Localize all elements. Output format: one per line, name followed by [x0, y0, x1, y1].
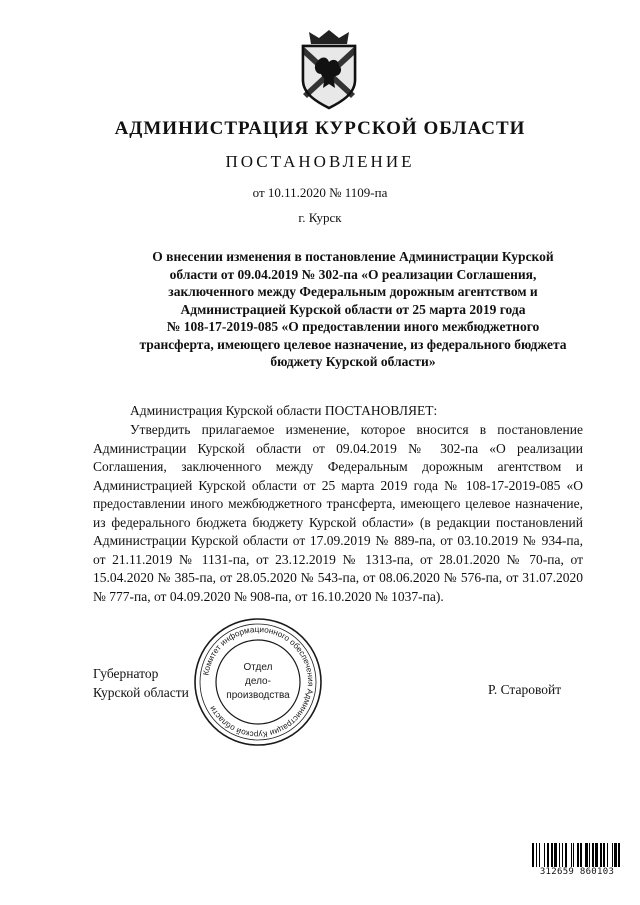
office-stamp — [192, 616, 324, 748]
stamp-outer-text: Комитет информационного обеспечения Администрации Курской области — [201, 624, 316, 740]
signatory-position-line: Губернатор — [93, 666, 159, 681]
resolution-paragraph: Утвердить прилагаемое изменение, которое вносится в постановление Администрации Курской области от 09.04.2019 № 302-па «О реализации Соглашения, заключенного между Федеральным дорожным агентством и Администрацией Курской области от 25 марта 2019 года № 108-17-2019-085 «О предоставлении иного межбюджетного трансферта, имеющего целевое назначение, из федерального бюджета бюджету Курской области» (в редакции постановлений Администрации Курской области от 17.09.2019 № 889-па, от 03.10.2019 № 934-па, от 21.11.2019 № 1131-па, от 23.12.2019 № 1313-па, от 28.01.2020 № 70-па, от 15.04.2020 № 385-па, от 28.05.2020 № 543-па, от 08.06.2020 № 576-па, от 31.07.2020 № 777-па, от 04.09.2020 № 908-па, от 16.10.2020 № 1037-па). — [93, 422, 583, 604]
resolution-intro: Администрация Курской области ПОСТАНОВЛЯЕТ: — [130, 403, 438, 418]
document-date-number: от 10.11.2020 № 1109-па — [252, 185, 388, 200]
subject-line: области от 09.04.2019 № 302-па «О реализации Соглашения, — [169, 266, 537, 282]
document-city: г. Курск — [298, 210, 342, 225]
stamp-inner-line: производства — [226, 690, 290, 701]
subject-line: № 108-17-2019-085 «О предоставлении иного межбюджетного — [166, 319, 540, 334]
subject-line: бюджету Курской области» — [270, 354, 436, 369]
stamp-inner-line: Отдел — [243, 662, 273, 673]
stamp-inner-line: дело- — [245, 676, 271, 687]
document-type: ПОСТАНОВЛЕНИЕ — [225, 152, 415, 171]
signatory-position-line: Курской области — [93, 685, 189, 700]
organization-title: АДМИНИСТРАЦИЯ КУРСКОЙ ОБЛАСТИ — [114, 118, 526, 139]
subject-line: Администрацией Курской области от 25 марта 2019 года — [180, 301, 526, 317]
signatory-position — [93, 664, 189, 702]
signatory-name: Р. Старовойт — [488, 682, 562, 697]
barcode-number: 312659 860103 — [532, 867, 622, 877]
subject-line: заключенного между Федеральным дорожным агентством и — [168, 284, 538, 299]
document-subject — [118, 248, 588, 371]
subject-line: трансферта, имеющего целевое назначение, из федерального бюджета — [139, 336, 567, 352]
coat-of-arms-emblem — [295, 28, 363, 110]
subject-line: О внесении изменения в постановление Администрации Курской — [152, 249, 554, 264]
